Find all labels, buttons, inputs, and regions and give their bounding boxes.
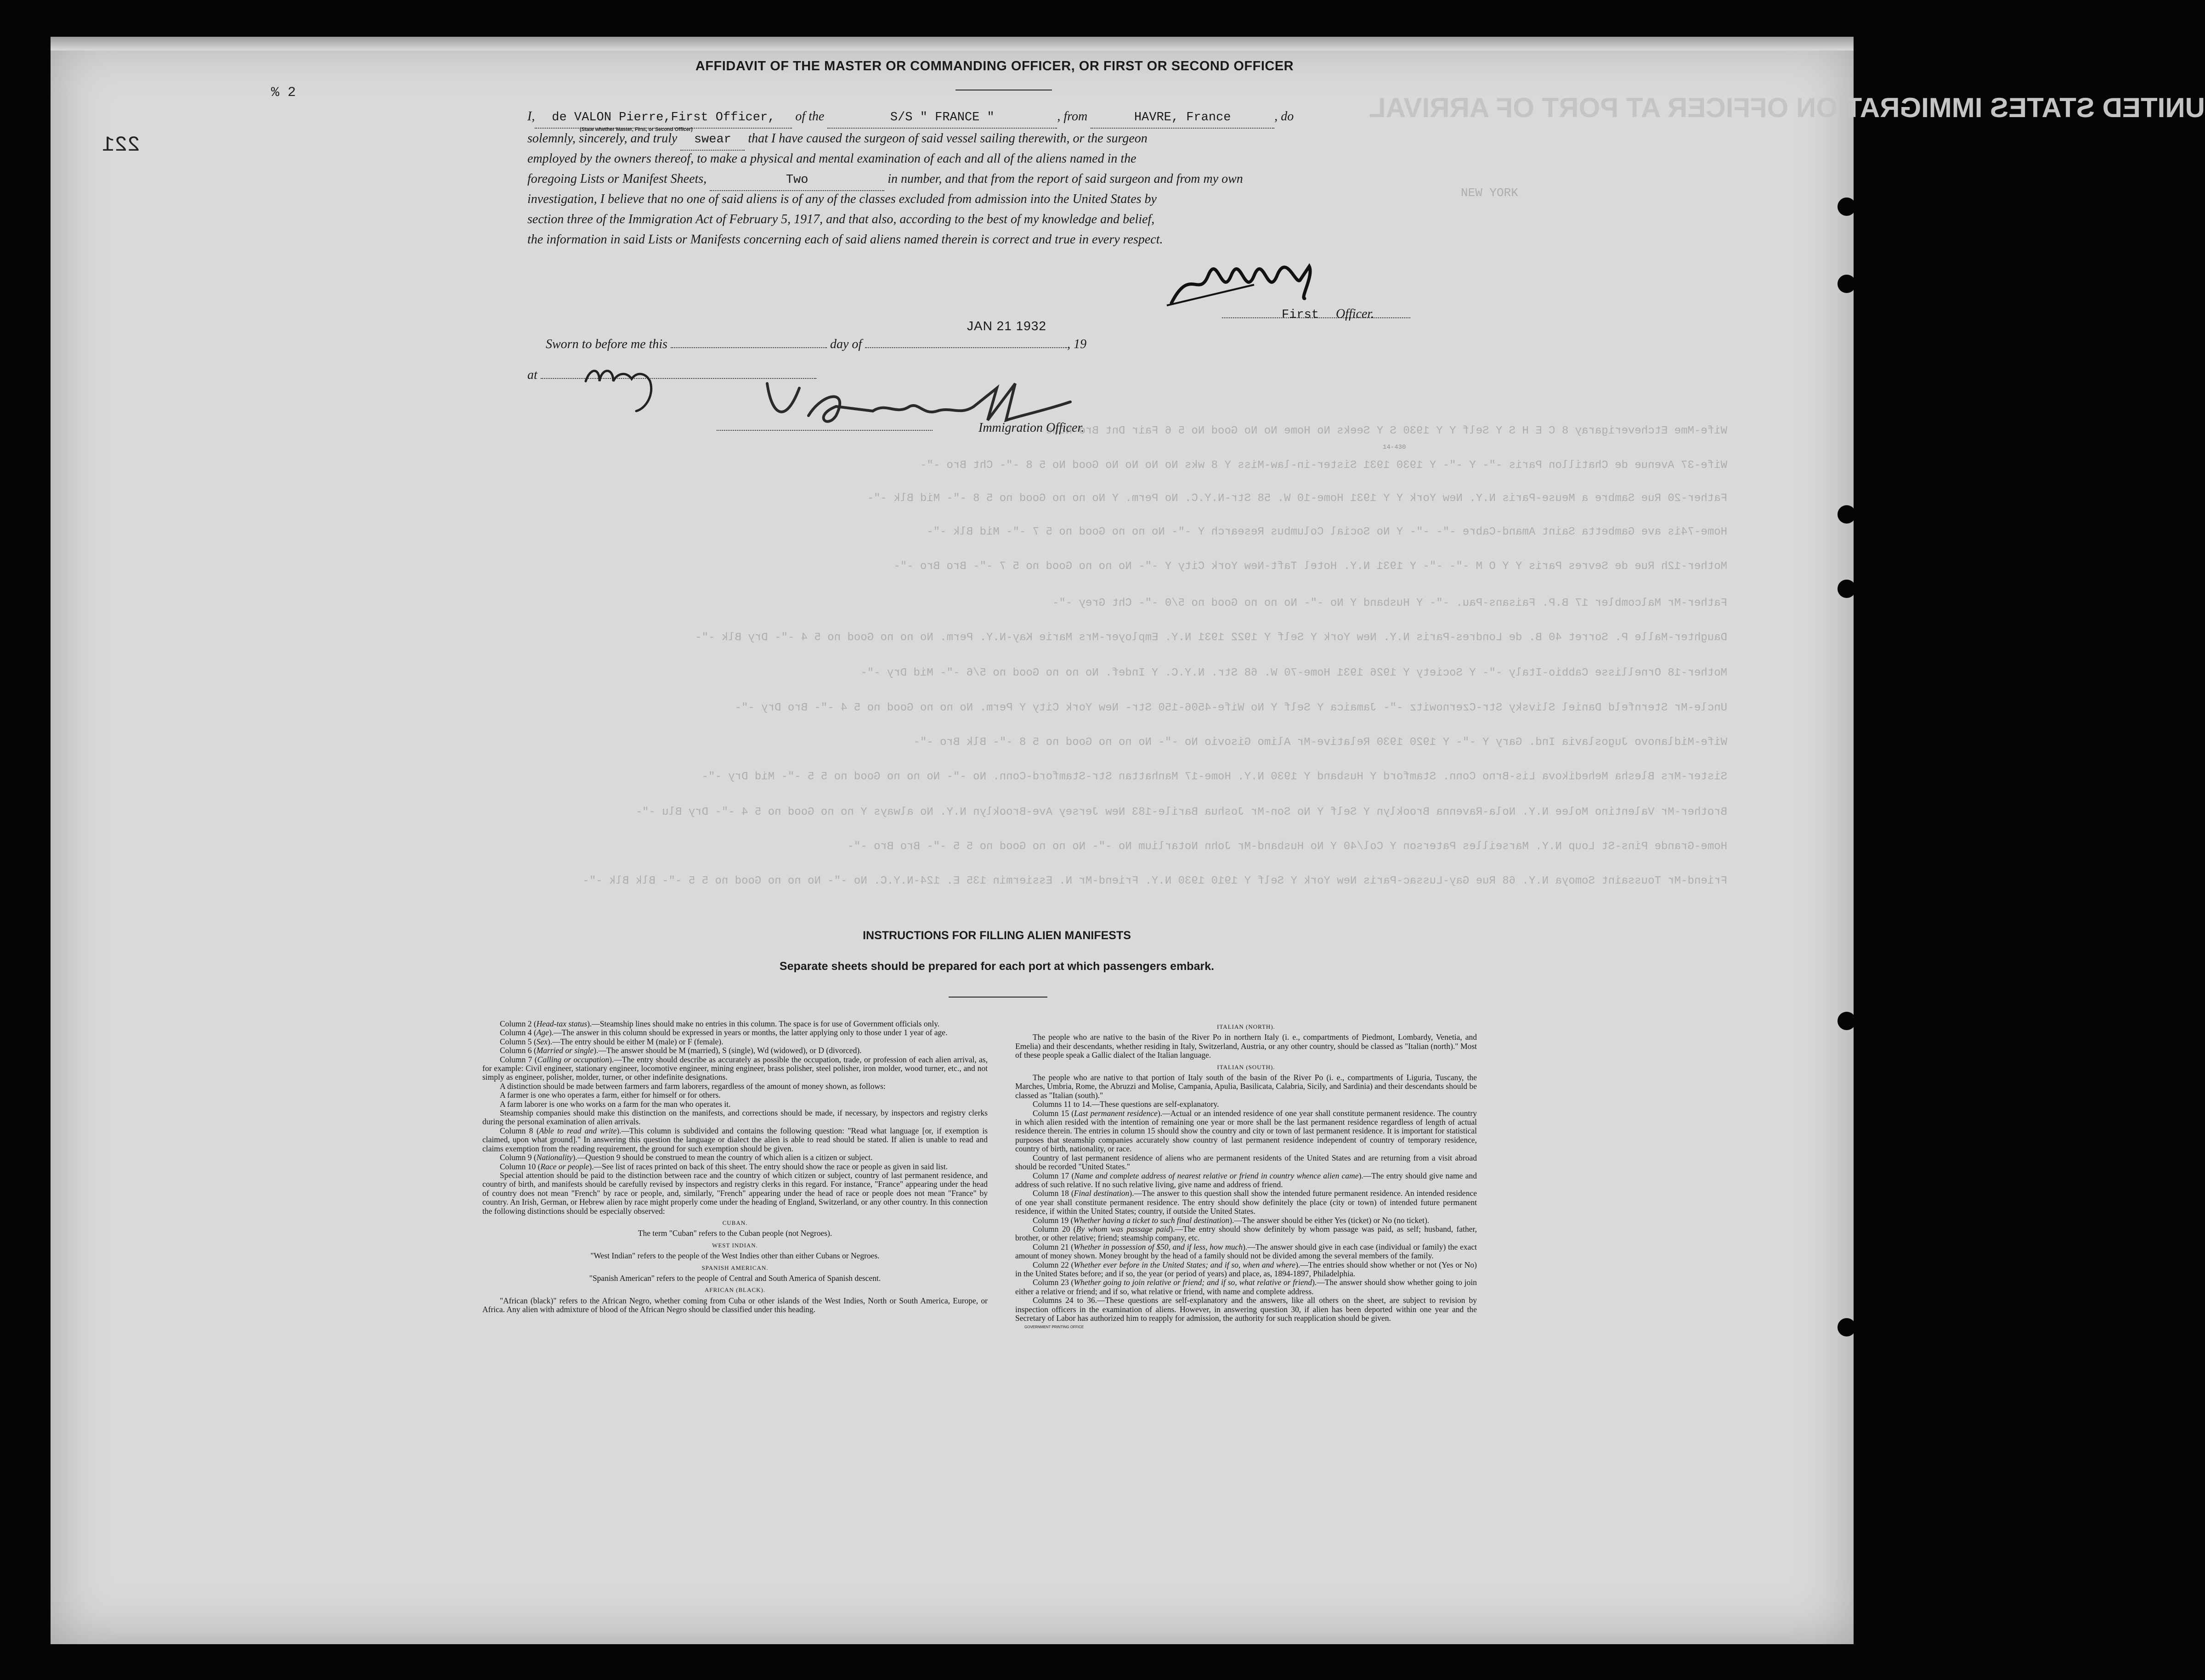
heading-african: AFRICAN (BLACK). — [704, 1286, 766, 1294]
ghost-row: Mother-18 Ornellisse Cabbio-Italy -"- Y Society Y 1926 1931 Home-70 W. 68 Str. N.Y.C. Y Indef. No no no Good no 5/6 -"- Mid Dry -"- — [860, 667, 1727, 679]
sworn-line: Sworn to before me this day of , 19 — [546, 337, 1087, 351]
ghost-row: Wife-Midlanovo Jugoslavia Ind. Gary Y -"- Y 1920 1930 Relative-Mr Alimo Gisovio No -"- No no no Good no 5 8 -"- Blk Bro -"- — [913, 736, 1727, 749]
affidavit-line-7: the information in said Lists or Manifests concerning each of said aliens named therein is correct and true in every respect. — [527, 232, 1163, 247]
paragraph: Column 20 (By whom was passage paid).—The entry should show definitely by whom passage was paid, as self; husband, father, brother, or other relative; friend; steamship company, etc. — [1015, 1224, 1477, 1243]
affidavit-line-1: I, de VALON Pierre,First Officer, of the S/S " FRANCE " , from HAVRE, France , do — [527, 107, 1432, 129]
paragraph: "Spanish American" refers to the people of Central and South America of Spanish descent. — [589, 1273, 881, 1283]
place-handwriting — [581, 354, 701, 413]
sheet-number-mark: 221 — [102, 133, 140, 157]
paragraph: Column 5 (Sex).—The entry should be either M (male) or F (female). — [500, 1037, 724, 1046]
affidavit-line-3: employed by the owners thereof, to make a physical and mental examination of each and all of the aliens named in the — [527, 152, 1136, 166]
immigration-officer-label: Immigration Officer. — [978, 421, 1085, 435]
ghost-row: Father-20 Rue Sambre a Meuse-Paris N.Y. New York Y Y 1931 Home-10 W. 58 Str-N.Y.C. No Perm. Y No no no Good no 5 8 -"- Mid Blk -"- — [867, 492, 1727, 505]
ghost-port: NEW YORK — [1461, 186, 1518, 200]
heading-west-indian: WEST INDIAN. — [712, 1241, 758, 1249]
punch-hole — [1838, 1318, 1856, 1336]
paragraph: Column 7 (Calling or occupation).—The entry should describe as accurately as possible the occupation, trade, or profession of each alien arrival, as, for example: Civil engineer, stationary engineer, locomotive engineer, mining engineer, brass polisher, steel polisher, iron molder, wood turner, etc., and not simply as engineer, polisher, molder, turner, or other indefinite designations. — [482, 1054, 988, 1082]
ghost-row: Daughter-Malle P. Sorret 40 B. de Londres-Paris N.Y. New York Y Self Y 1922 1931 N.Y. Employer-Mrs Marie Kay-N.Y. Perm. No no no Good no 5 4 -"- Dry Blk -"- — [695, 631, 1727, 644]
heading-italian-south: ITALIAN (SOUTH). — [1217, 1063, 1275, 1071]
officer-rank: First — [1282, 308, 1319, 322]
paragraph: "West Indian" refers to the people of the West Indies other than either Cubans or Negroes. — [590, 1251, 880, 1261]
paragraph: A distinction should be made between farmers and farm laborers, regardless of the amount of money shown, as follows: — [500, 1081, 886, 1091]
paragraph: Column 6 (Married or single).—The answer should be M (married), S (single), Wd (widowed), or D (divorced). — [500, 1046, 862, 1055]
ghost-row: Mother-12h Rue de Sevres Paris Y Y O M -"- -"- Y 1931 N.Y. Hotel Taft-New York City Y -"- No no no Good no 5 7 -"- Bro Bro -"- — [893, 560, 1727, 573]
paragraph: Column 15 (Last permanent residence).—Actual or an intended residence of one year shall constitute permanent residence. The country in which alien resided with the intention of remaining one year or more shall be the last permanent residence regardless of length of actual residence therein. The entries in column 15 should show the country and city or town of last permanent residence. It is important for statistical purposes that steamship companies accurately show country of last permanent residence independent of country of temporary residence, country of birth, nationality, or race. — [1015, 1108, 1477, 1154]
at-line: at — [527, 365, 1432, 385]
paragraph: The people who are native to the basin of the River Po in northern Italy (i. e., compartments of Piedmont, Lombardy, Venetia, and Emelia) and their descendants, whether residing in Italy, Switzerland, Austria, or any other country, should be classed as "Italian (north)." Most of these people speak a Gallic dialect of the Italian language. — [1015, 1032, 1477, 1060]
paragraph: A farmer is one who operates a farm, either for himself or for others. — [500, 1090, 721, 1100]
officer-label: Officer. — [1336, 307, 1374, 321]
sworn-day-blank — [671, 347, 827, 348]
immigration-officer-line — [717, 429, 933, 431]
paragraph: Columns 11 to 14.—These questions are self-explanatory. — [1033, 1099, 1219, 1109]
ghost-row: Brother-Mr Valentino Molee N.Y. Nola-Ravenna Brooklyn Y Self Y No Son-Mr Joshua Barile-183 New Jersey Ave-Brooklyn N.Y. No always Y no no Good no 5 4 -"- Dry Blu -"- — [635, 806, 1727, 818]
affidavit-line-5: investigation, I believe that no one of said aliens is of any of the classes excluded from admission into the United States by — [527, 192, 1157, 206]
punch-hole — [1838, 505, 1856, 524]
instructions-subtitle: Separate sheets should be prepared for each port at which passengers embark. — [779, 960, 1215, 973]
officer-rank-note: (State whether Master, First, or Second Officer) — [580, 127, 693, 132]
paragraph: The people who are native to that portion of Italy south of the basin of the River Po (i. e., compartments of Liguria, Tuscany, the Marches, Umbria, Rome, the Abruzzi and Molise, Campania, Apulia, Basilicata, Calabria, Sicily, and Sardinia) and their descendants should be classed as "Italian (south)." — [1015, 1073, 1477, 1100]
instructions-title: INSTRUCTIONS FOR FILLING ALIEN MANIFESTS — [863, 929, 1131, 942]
instructions-rule — [949, 997, 1047, 998]
paragraph: Columns 24 to 36.—These questions are self-explanatory and the answers, like all others on the sheet, are subject to revision by inspection officers in the examination of aliens. However, in answering question 30, if alien has been deported within one year and the Secretary of Labor has authorized him to reapply for admission, the authority for such reapplication should be given. — [1015, 1296, 1477, 1323]
sheet-top-edge — [51, 37, 1854, 51]
paragraph: Column 18 (Final destination).—The answer to this question shall show the intended future permanent residence. An intended residence of one year shall constitute permanent residence. The entry should show definitely the place (city or town) of intended future permanent residence, if within the United States; country, if outside the United States. — [1015, 1189, 1477, 1216]
paragraph: Country of last permanent residence of aliens who are permanent residents of the United States and are returning from a visit abroad should be recorded "United States." — [1015, 1153, 1477, 1172]
vessel-name: S/S " FRANCE " — [827, 107, 1057, 129]
heading-spanish-american: SPANISH AMERICAN. — [701, 1264, 769, 1271]
date-stamp: JAN 21 1932 — [967, 319, 1046, 333]
paragraph: Steamship companies should make this distinction on the manifests, and corrections should be made, if necessary, by inspectors and registry clerks during the personal examination of alien arrivals. — [482, 1108, 988, 1127]
instructions-right-column — [1015, 1020, 1477, 1332]
punch-hole — [1838, 1012, 1856, 1030]
paragraph: Column 10 (Race or people).—See list of races printed on back of this sheet. The entry should show the race or people as given in said list. — [500, 1161, 948, 1171]
ghost-header: UNITED STATES IMMIGRATION OFFICER AT PORT OF ARRIVAL — [1369, 92, 2205, 123]
paragraph: Column 17 (Name and complete address of nearest relative or friend in country whence alien came).—The entry should give name and address of such relative. If no such relative living, give name and address of friend. — [1015, 1171, 1477, 1189]
paragraph: A farm laborer is one who works on a farm for the man who operates it. — [500, 1099, 731, 1109]
paragraph: Column 23 (Whether going to join relative or friend; and if so, what relative or friend).—The answer should show whether going to join either a relative or friend; and if so, what relative or friend, with name and complete address. — [1015, 1278, 1477, 1296]
ghost-row: Friend-Mr Toussaint Somoya N.Y. 68 Rue Gay-Lussac-Paris New York Y Self Y 1910 1930 N.Y. Friend-Mr N. Essiermin 135 E. 124-N.Y.C. No -"- No no no Good no 5 5 -"- Blk Blk -"- — [582, 875, 1727, 887]
ghost-row: Home-Grande Pins-St Loup N.Y. Marseilles Paterson Y Col/40 Y No Husband-Mr John Notarlium No -"- No no no Good no 5 5 -"- Bro Bro -"- — [847, 840, 1727, 853]
paragraph: Special attention should be paid to the distinction between race and the country of which citizen or subject, country of last permanent residence, and country of birth, and manifests should be carefully revised by inspectors and registry clerks in this regard. For instance, "France" appearing under the head of country does not mean "French" by race or people, and, similarly, "French" appearing under the head of race or people does not mean "France" by country. An Irish, German, or Hebrew alien by race might properly come under the heading of England, Switzerland, or any other country. In this connection the following distinctions should be especially observed: — [482, 1170, 988, 1216]
punch-hole — [1838, 580, 1856, 598]
affidavit-line-4: foregoing Lists or Manifest Sheets, Two in number, and that from the report of said surgeon and from my own — [527, 169, 1432, 191]
sheet-count: Two — [710, 170, 884, 191]
punch-hole — [1838, 197, 1856, 216]
paragraph: Column 2 (Head-tax status).—Steamship lines should make no entries in this column. The space is for use of Government officials only. — [500, 1019, 940, 1028]
sworn-month-blank — [865, 347, 1067, 348]
affidavit-line-6: section three of the Immigration Act of February 5, 1917, and that also, according to the best of my knowledge and belief, — [527, 212, 1155, 226]
paragraph: Column 9 (Nationality).—Question 9 should be construed to mean the country of which alien is a citizen or subject. — [500, 1153, 873, 1162]
paragraph: Column 4 (Age).—The answer in this column should be expressed in years or months, the latter applying only to those under 1 year of age. — [500, 1028, 948, 1037]
printer-imprint: GOVERNMENT PRINTING OFFICE — [1024, 1325, 1084, 1330]
oath-word: swear — [680, 130, 745, 151]
officer-name: de VALON Pierre,First Officer, — [535, 107, 792, 129]
affidavit-title: AFFIDAVIT OF THE MASTER OR COMMANDING OFFICER, OR FIRST OR SECOND OFFICER — [695, 59, 1294, 73]
ghost-row: Father-Mr Malcombler 17 B.P. Faisans-Pau. -"- Y Husband Y No -"- No no no Good no 5/0 -"- Cht Grey -"- — [1052, 597, 1727, 609]
heading-italian-north: ITALIAN (NORTH). — [1217, 1023, 1275, 1030]
paragraph: Column 21 (Whether in possession of $50, and if less, how much).—The answer should give in each case (individual or family) the exact amount of money shown. Money brought by the head of a family should not be divided among the several members of the family. — [1015, 1242, 1477, 1261]
ghost-row: Uncle-Mr Sternfeld Daniel Slivsky Str-Czernowitz -"- Jamaica Y Self Y No Wife-4506-150 Str- New York City Y Perm. No no no Good no 5 4 -"- Bro Dry -"- — [735, 702, 1727, 714]
heading-cuban: CUBAN. — [722, 1219, 748, 1226]
paragraph: The term "Cuban" refers to the Cuban people (not Negroes). — [638, 1229, 832, 1238]
ghost-row: Sister-Mrs Blesha Mehedikova Lis-Brno Conn. Stamford Y Husband Y 1930 N.Y. Home-17 Manhattan Str-Stamford-Conn. No -"- No no no Good no 5 5 -"- Mid Dry -"- — [701, 771, 1727, 783]
paragraph: Column 22 (Whether ever before in the United States; and if so, when and where).—The entries should show whether or not (Yes or No) in the United States before; and if so, the year (or period of years) and place, as, 1894-1897, Philadelphia. — [1015, 1260, 1477, 1278]
paragraph: "African (black)" refers to the African Negro, whether coming from Cuba or other islands of the West Indies, North or South America, Europe, or Africa. Any alien with admixture of blood of the African Negro should be classified under this heading. — [482, 1296, 988, 1314]
affidavit-line-2: solemnly, sincerely, and truly swear that I have caused the surgeon of said vessel sailing therewith, or the surgeon — [527, 129, 1432, 151]
corner-mark: % 2 — [271, 85, 296, 101]
ghost-row: Home-74is ave Gambetta Saint Amand-Cabre -"- -"- Y No Social Columbus Research Y -"- No no no Good no 5 7 -"- Mid Blk -"- — [927, 526, 1727, 538]
ghost-code: 14-430 — [1383, 444, 1406, 451]
paragraph: Column 8 (Able to read and write).—This column is subdivided and contains the following question: "Read what language [or, if exemption is claimed, upon what ground]." In answering this question the language or dialect the alien is able to read should be stated. If alien is unable to read and claims exemption from the reading requirement, the ground for such exemption should be given. — [482, 1126, 988, 1153]
punch-hole — [1838, 275, 1856, 293]
paragraph: Column 19 (Whether having a ticket to such final destination).—The answer should be either Yes (ticket) or No (no ticket). — [1033, 1215, 1430, 1225]
instructions-left-column — [482, 1020, 988, 1314]
ghost-row: Wife-37 Avenue de Chatillon Paris -"- Y -"- Y 1930 1931 Sister-in-law-Miss Y 8 wks No No No No Good No 5 8 -"- Cht Bro -"- — [920, 459, 1727, 472]
officer-rank-line — [1282, 304, 1429, 325]
departure-port: HAVRE, France — [1091, 107, 1274, 129]
ghost-row: Wife-Mme Etcheverigaray 8 C E H S Y Self Y Y 1930 S Y Seeks No Home No No Good No 5 6 Fair Dnt Bro None — [1046, 425, 1727, 437]
